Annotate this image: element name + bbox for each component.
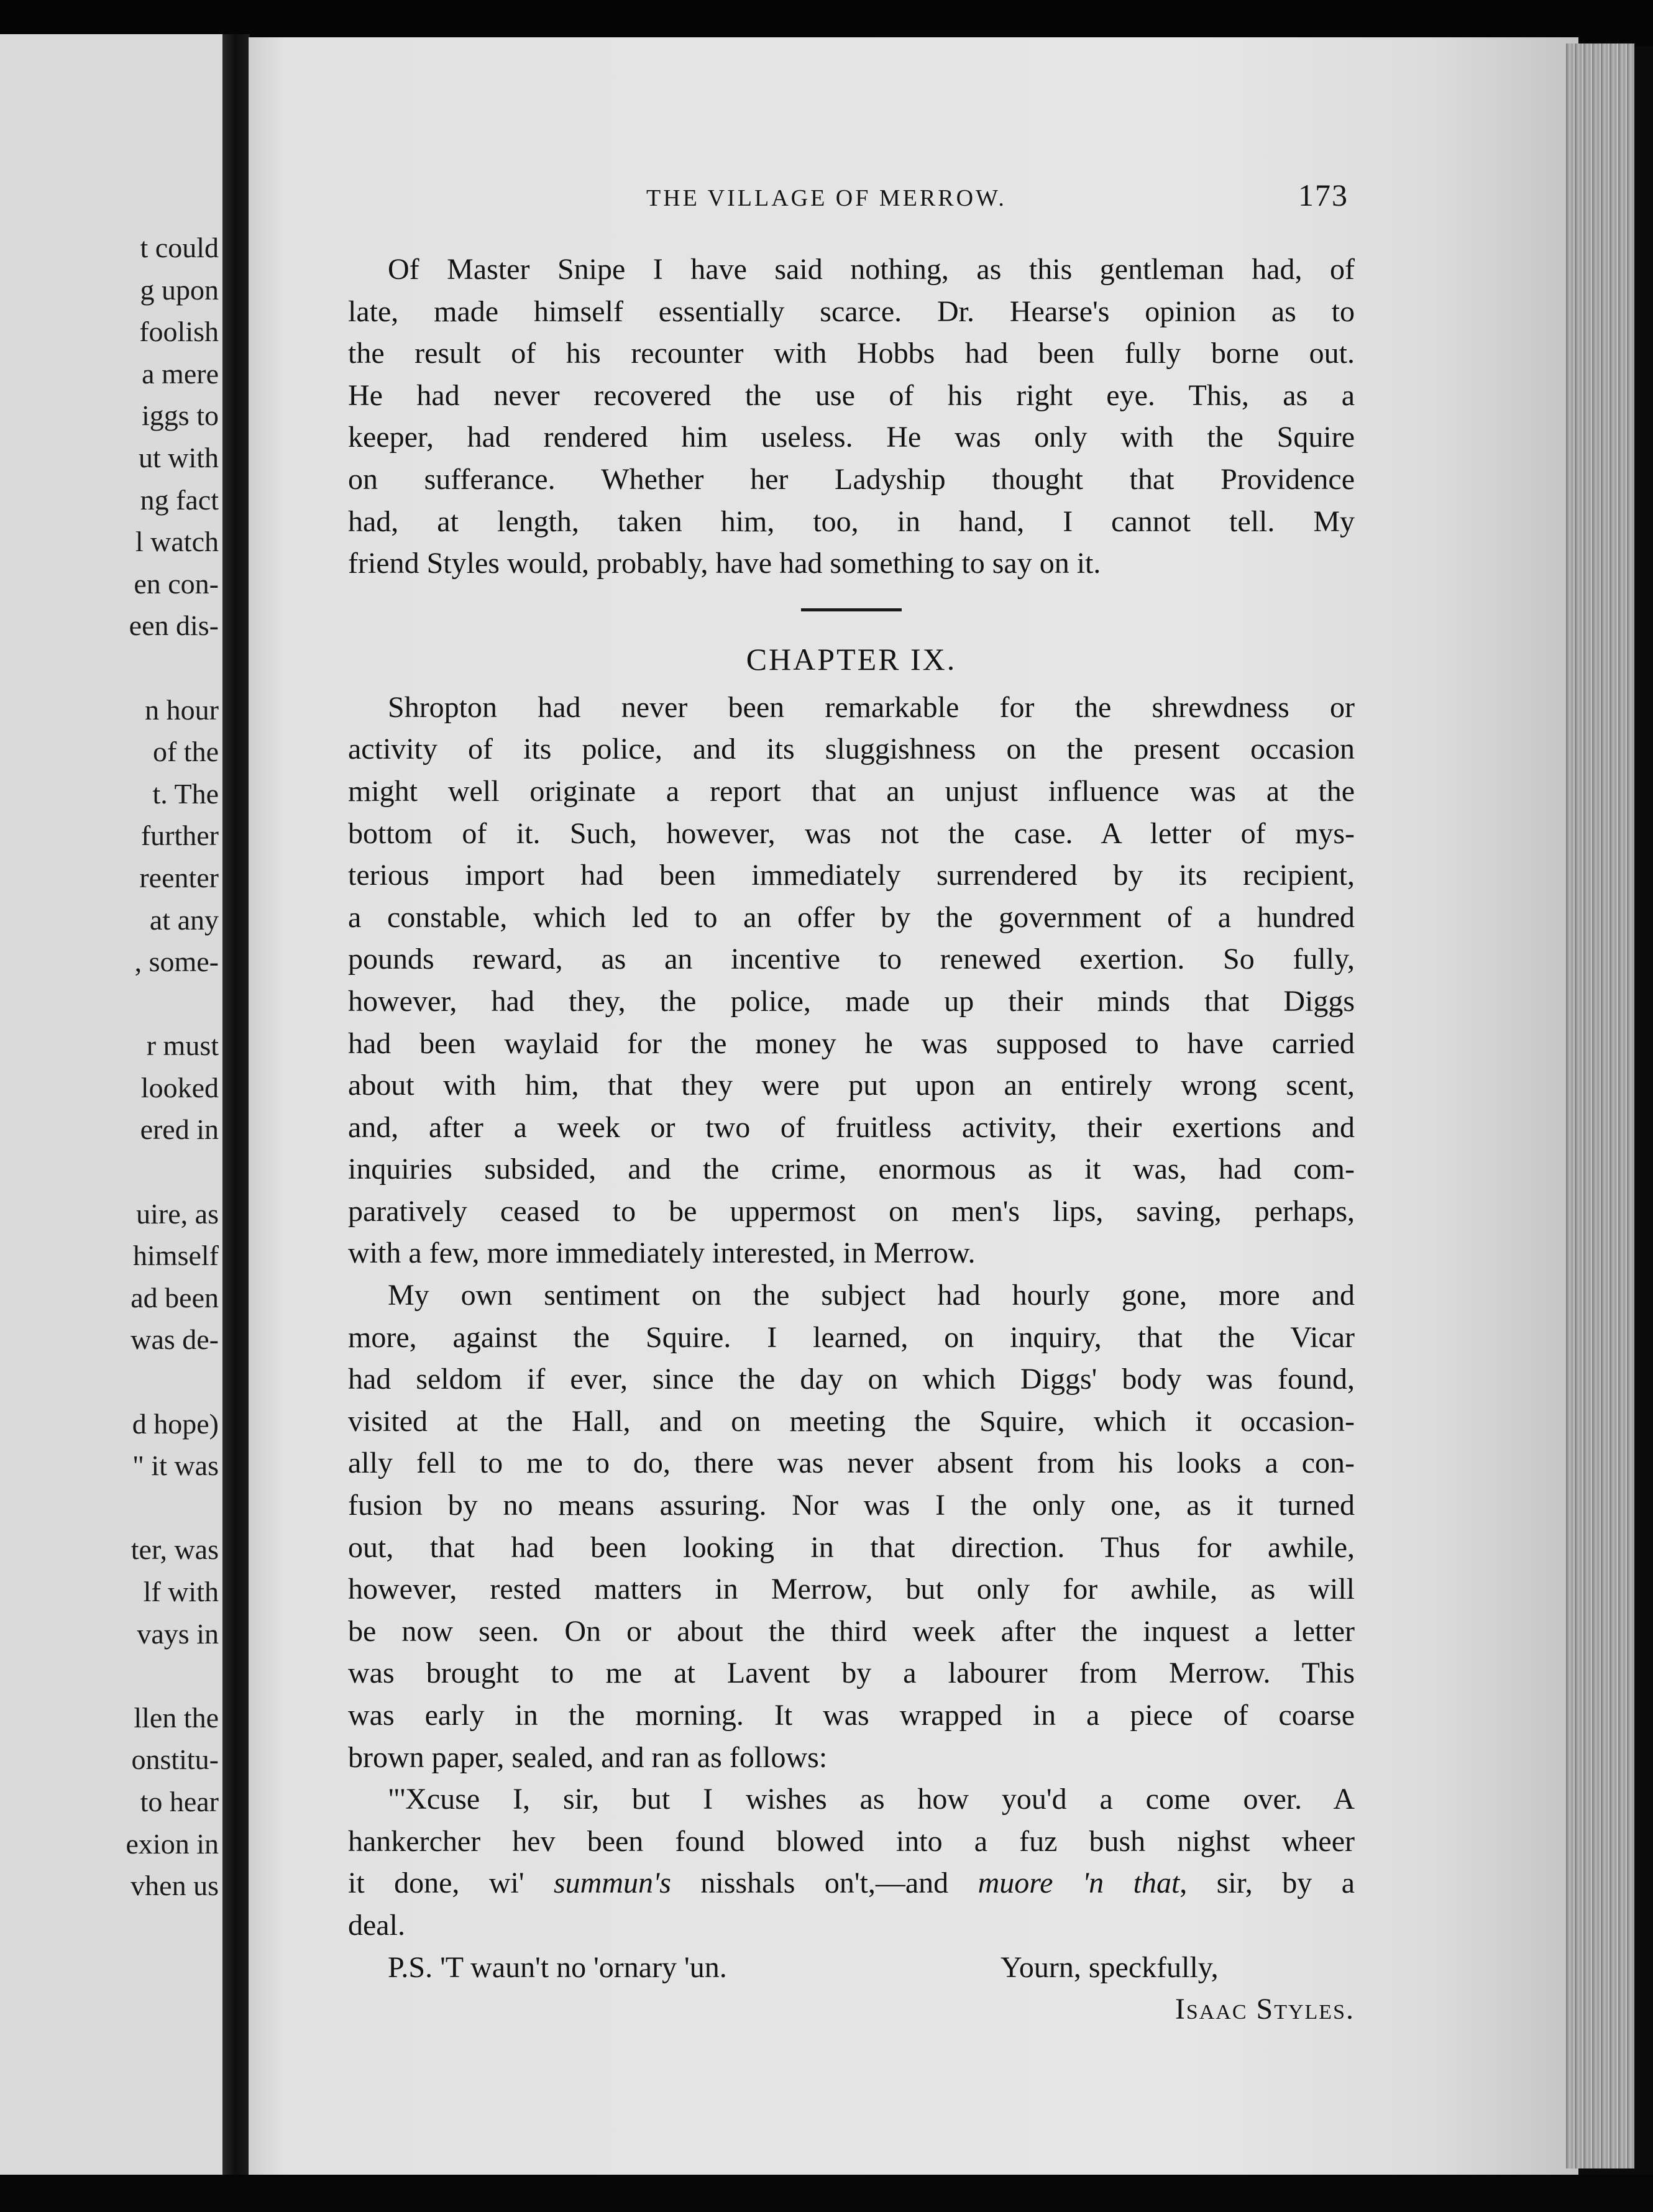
text-line: terious import had been immediately surrendered by its recipient, [348,859,1355,892]
left-page-line: lf with [143,1576,219,1607]
text-line: brown paper, sealed, and ran as follows: [348,1740,828,1774]
left-page-line [0,1361,219,1403]
postscript-row [348,1947,1355,1989]
left-page-line: reenter [139,861,219,893]
left-page-line: llen the [134,1701,219,1734]
left-page-line: at any [149,903,219,936]
text-line: had seldom if ever, since the day on which Diggs' body was found, [348,1363,1355,1396]
letter-line: "'Xcuse I, sir, but I wishes as how you'd a come over. A [388,1783,1355,1816]
left-page-line [0,1487,219,1529]
letter-text: nisshals on't,—and [671,1867,978,1900]
text-line: be now seen. On or about the third week after the inquest a letter [348,1614,1355,1648]
running-header-title: THE VILLAGE OF MERROW. [646,185,1007,211]
left-page-line: n hour [145,693,219,726]
left-page-line: vays in [137,1617,219,1650]
letter-text: it done, wi' [348,1867,554,1900]
text-line: was brought to me at Lavent by a labourer from Merrow. This [348,1657,1355,1690]
text-line: had, at length, taken him, too, in hand, I cannot tell. My [348,505,1355,538]
text-line: bottom of it. Such, however, was not the case. A letter of mys- [348,816,1355,850]
text-line: Shropton had never been remarkable for the shrewdness or [388,690,1355,724]
text-line: inquiries subsided, and the crime, enormous as it was, had com- [348,1153,1355,1186]
letter-line [348,1862,1355,1904]
paragraph-3 [348,1274,1355,1778]
letter-text: , sir, by a [1179,1867,1355,1900]
left-page-line: vhen us [130,1870,219,1902]
text-line: Of Master Snipe I have said nothing, as this gentleman had, of [388,253,1355,286]
left-page-line: to hear [140,1785,219,1817]
left-page-line: r must [146,1030,219,1062]
text-line: paratively ceased to be uppermost on men's lips, saving, perhaps, [348,1194,1355,1228]
text-line: a constable, which led to an offer by the government of a hundred [348,900,1355,934]
left-page-line [0,983,219,1025]
left-page-line: of the [152,736,219,768]
left-page-line: een dis- [129,610,219,642]
left-page-line: g upon [140,273,219,306]
left-page-line: foolish [139,316,219,348]
text-line: the result of his recounter with Hobbs had been fully borne out. [348,337,1355,370]
left-page-line: exion in [126,1827,219,1860]
page-body [348,249,1355,2031]
running-header [348,177,1348,221]
left-page-line: en con- [134,567,219,600]
text-line: friend Styles would, probably, have had something to say on it. [348,547,1101,580]
left-page-line: iggs to [142,400,219,432]
left-page-line: " it was [132,1450,219,1482]
text-line: about with him, that they were put upon an entirely wrong scent, [348,1069,1355,1102]
left-page-line: ut with [138,441,219,473]
text-line: keeper, had rendered him useless. He was only with the Squire [348,421,1355,454]
left-page-line: uire, as [136,1197,219,1230]
letter-line: hankercher hev been found blowed into a fuz bush nighst wheer [348,1824,1355,1858]
text-line: late, made himself essentially scarce. Dr. Hearse's opinion as to [348,295,1355,328]
quoted-letter [348,1778,1355,2031]
left-page-line: ng fact [140,483,219,516]
text-line: out, that had been looking in that direction. Thus for awhile, [348,1530,1355,1564]
postscript: P.S. 'T waun't no 'ornary 'un. [388,1950,727,1984]
page-number: 173 [1298,178,1348,213]
text-line: on sufferance. Whether her Ladyship thought that Providence [348,462,1355,496]
letter-italic-text: summun's [553,1867,671,1900]
left-page-line: ad been [130,1281,219,1314]
signature-row [348,1988,1355,2031]
text-line: was early in the morning. It was wrapped in a piece of coarse [348,1699,1355,1732]
left-page-line: onstitu- [131,1744,219,1776]
letter-signature: Isaac Styles. [1174,1993,1355,2026]
left-page-line: ter, was [130,1533,219,1566]
text-line: ally fell to me to do, there was never absent from his looks a con- [348,1446,1355,1480]
left-page-line: t. The [152,777,219,810]
left-page-line: a mere [142,357,219,390]
text-line: with a few, more immediately interested, in Merrow. [348,1236,976,1270]
left-page-line [0,647,219,689]
left-page-line: , some- [134,946,219,978]
paragraph-2 [348,687,1355,1274]
left-page-line: himself [133,1240,219,1272]
text-line: more, against the Squire. I learned, on inquiry, that the Vicar [348,1320,1355,1354]
left-page-line: d hope) [132,1407,219,1440]
section-rule [801,608,902,611]
text-line: My own sentiment on the subject had hourly gone, more and [388,1279,1355,1312]
left-page-line: further [140,820,219,852]
text-line: might well originate a report that an unjust influence was at the [348,774,1355,808]
left-page-line: ered in [140,1113,219,1146]
text-line: He had never recovered the use of his right eye. This, as a [348,378,1355,412]
letter-closing: Yourn, speckfully, [1000,1950,1219,1984]
left-page-text [0,227,219,1907]
text-line: and, after a week or two of fruitless activity, their exertions and [348,1110,1355,1144]
text-line: however, had they, the police, made up their minds that Diggs [348,984,1355,1018]
scanner-background-bottom [0,2175,1653,2212]
left-page-line [0,1151,219,1193]
left-page-line: was de- [130,1323,219,1356]
letter-italic-text: muore 'n that [978,1867,1180,1900]
book-gutter [222,34,250,2178]
paragraph-1 [348,249,1355,585]
text-line: pounds reward, as an incentive to renewed exertion. So fully, [348,943,1355,976]
left-page-line: looked [140,1071,219,1104]
left-page-line [0,1655,219,1697]
chapter-heading: CHAPTER IX. [746,641,957,677]
letter-line: deal. [348,1908,405,1942]
text-line: however, rested matters in Merrow, but only for awhile, as will [348,1573,1355,1606]
text-line: activity of its police, and its sluggishness on the present occasion [348,733,1355,766]
left-page-line: t could [140,232,219,263]
text-line: fusion by no means assuring. Nor was I the only one, as it turned [348,1489,1355,1522]
text-line: visited at the Hall, and on meeting the Squire, which it occasion- [348,1404,1355,1438]
left-page-fragment [0,34,224,2178]
page-edges [1566,43,1634,2169]
left-page-line: l watch [135,526,219,558]
text-line: had been waylaid for the money he was supposed to have carried [348,1026,1355,1060]
